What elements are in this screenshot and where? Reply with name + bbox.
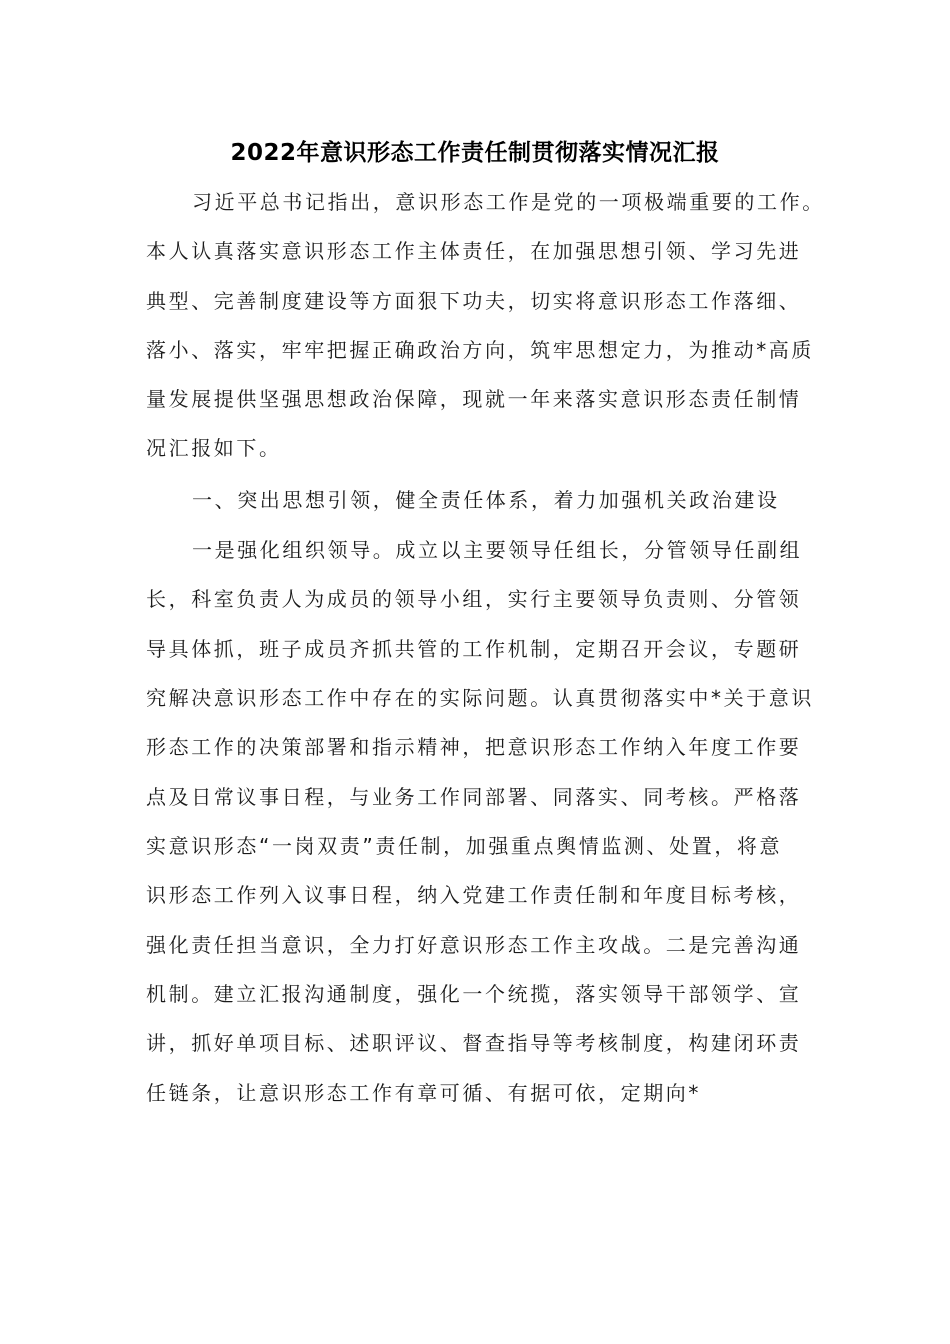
paragraph-line: 形态工作的决策部署和指示精神，把意识形态工作纳入年度工作要 [146, 735, 802, 759]
document-title: 2022年意识形态工作责任制贯彻落实情况汇报 [230, 140, 720, 166]
paragraph-line: 点及日常议事日程，与业务工作同部署、同落实、同考核。严格落 [146, 785, 802, 809]
paragraph-line: 任链条，让意识形态工作有章可循、有据可依，定期向* [146, 1081, 701, 1105]
paragraph-line: 典型、完善制度建设等方面狠下功夫，切实将意识形态工作落细、 [146, 289, 802, 313]
paragraph-line: 落小、落实，牢牢把握正确政治方向，筑牢思想定力，为推动*高质 [146, 338, 814, 362]
section-heading: 一、突出思想引领，健全责任体系，着力加强机关政治建设 [192, 488, 780, 512]
paragraph-line: 本人认真落实意识形态工作主体责任，在加强思想引领、学习先进 [146, 239, 802, 263]
paragraph-line: 习近平总书记指出，意识形态工作是党的一项极端重要的工作。 [192, 190, 825, 214]
paragraph-line: 机制。建立汇报沟通制度，强化一个统揽，落实领导干部领学、宣 [146, 982, 802, 1006]
paragraph-line: 究解决意识形态工作中存在的实际问题。认真贯彻落实中*关于意识 [146, 686, 814, 710]
paragraph-line: 识形态工作列入议事日程，纳入党建工作责任制和年度目标考核， [146, 883, 802, 907]
paragraph-line: 导具体抓，班子成员齐抓共管的工作机制，定期召开会议，专题研 [146, 637, 802, 661]
paragraph-line: 长，科室负责人为成员的领导小组，实行主要领导负责则、分管领 [146, 587, 802, 611]
paragraph-line: 讲，抓好单项目标、述职评议、督查指导等考核制度，构建闭环责 [146, 1031, 802, 1055]
paragraph-line: 况汇报如下。 [146, 436, 282, 460]
paragraph-line: 量发展提供坚强思想政治保障，现就一年来落实意识形态责任制情 [146, 387, 802, 411]
paragraph-line: 实意识形态“一岗双责”责任制，加强重点舆情监测、处置，将意 [146, 834, 783, 858]
paragraph-line: 强化责任担当意识，全力打好意识形态工作主攻战。二是完善沟通 [146, 933, 802, 957]
paragraph-line: 一是强化组织领导。成立以主要领导任组长，分管领导任副组 [192, 538, 803, 562]
